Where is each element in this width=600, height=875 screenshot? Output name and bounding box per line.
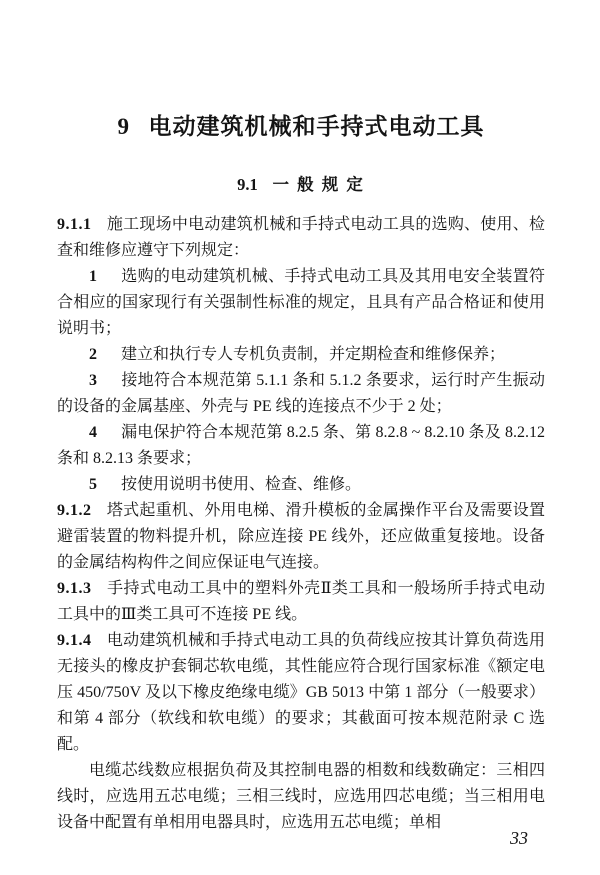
clause-number: 9.1.2 — [57, 502, 92, 519]
clause-paragraph: 9.1.4 电动建筑机械和手持式电动工具的负荷线应按其计算负荷选用无接头的橡皮护套铜芯软电缆，其性能应符合现行国家标准《额定电压 450/750V 及以下橡皮绝缘电缆》GB 5013 中第 1 部分（一般要求）和第 4 部分（软线和软电缆）的要求；其截面可按本规范附录 C 选配。 — [57, 632, 545, 753]
clause-paragraph: 9.1.2 塔式起重机、外用电梯、滑升模板的金属操作平台及需要设置避雷装置的物料提升机，除应连接 PE 线外，还应做重复接地。设备的金属结构构件之间应保证电气连接。 — [57, 502, 545, 571]
clause-paragraph: 9.1.1 施工现场中电动建筑机械和手持式电动工具的选购、使用、检查和维修应遵守下列规定： — [57, 216, 545, 259]
section-title-text: 一 般 规 定 — [272, 175, 365, 194]
clause-paragraph: 9.1.3 手持式电动工具中的塑料外壳Ⅱ类工具和一般场所手持式电动工具中的Ⅲ类工具可不连接 PE 线。 — [57, 580, 545, 623]
list-item-number: 3 — [89, 372, 97, 389]
list-item-number: 2 — [89, 346, 97, 363]
list-item-paragraph: 5 按使用说明书使用、检查、维修。 — [89, 476, 362, 493]
list-item-number: 1 — [89, 268, 97, 285]
chapter-title-text: 电动建筑机械和手持式电动工具 — [148, 114, 485, 139]
list-item-paragraph: 2 建立和执行专人专机负责制，并定期检查和维修保养； — [89, 346, 506, 363]
clause-list — [57, 212, 545, 836]
list-item-paragraph: 4 漏电保护符合本规范第 8.2.5 条、第 8.2.8 ~ 8.2.10 条及 8.2.12 条和 8.2.13 条要求； — [57, 424, 545, 467]
clause-number: 9.1.1 — [57, 216, 92, 233]
list-item-number: 5 — [89, 476, 97, 493]
list-item-paragraph: 3 接地符合本规范第 5.1.1 条和 5.1.2 条要求，运行时产生振动的设备的金属基座、外壳与 PE 线的连接点不少于 2 处； — [57, 372, 545, 415]
clause-number: 9.1.4 — [57, 632, 92, 649]
clause-number: 9.1.3 — [57, 580, 92, 597]
list-item-paragraph: 1 选购的电动建筑机械、手持式电动工具及其用电安全装置符合相应的国家现行有关强制性标准的规定，且具有产品合格证和使用说明书； — [57, 268, 545, 337]
section-number: 9.1 — [237, 175, 258, 194]
section-title — [57, 171, 545, 195]
page-number: 33 — [510, 828, 528, 848]
chapter-title — [57, 108, 545, 141]
body-paragraph: 电缆芯线数应根据负荷及其控制电器的相数和线数确定：三相四线时，应选用五芯电缆；三相三线时，应选用四芯电缆；当三相用电设备中配置有单相用电器具时，应选用五芯电缆；单相 — [57, 762, 545, 831]
chapter-number: 9 — [117, 114, 131, 139]
list-item-number: 4 — [89, 424, 97, 441]
